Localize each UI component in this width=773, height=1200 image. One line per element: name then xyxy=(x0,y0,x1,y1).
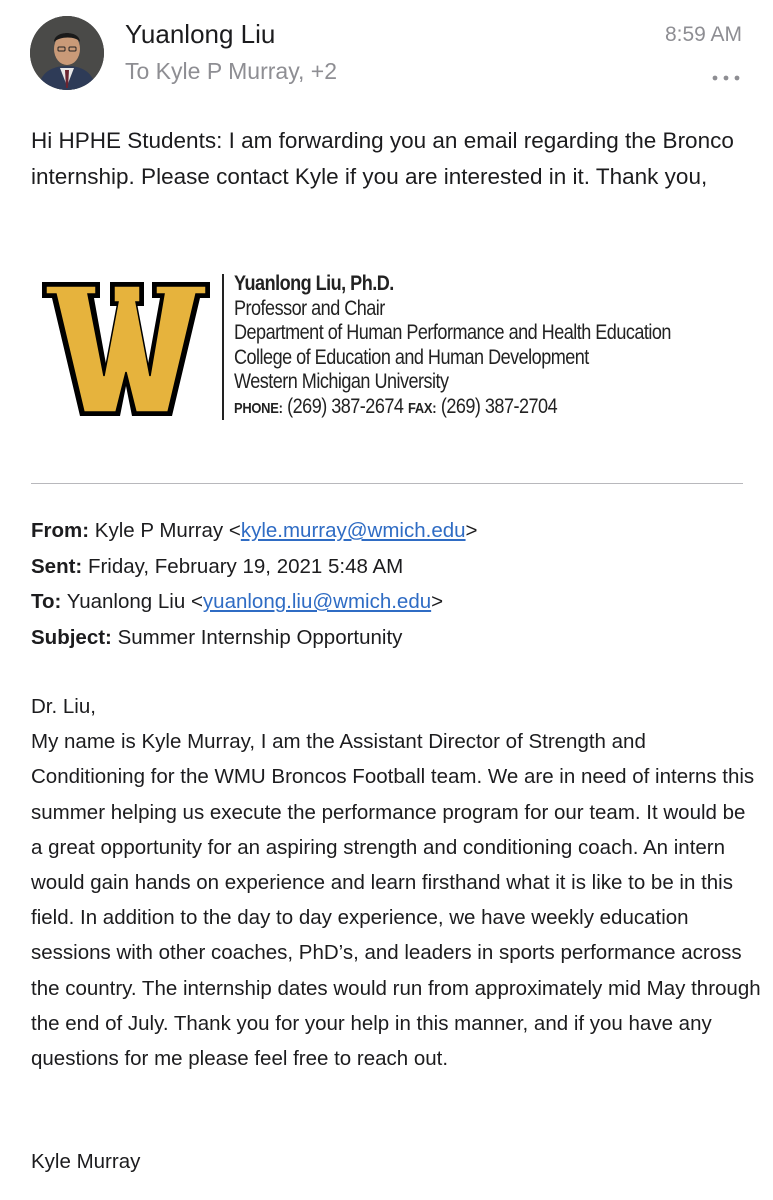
signature-contact xyxy=(234,395,673,422)
recipients-summary[interactable]: To Kyle P Murray, +2 xyxy=(125,58,337,84)
signature-text xyxy=(234,272,673,421)
signature-university: Western Michigan University xyxy=(234,370,449,393)
avatar-photo xyxy=(30,16,104,90)
to-label: To: xyxy=(31,590,62,613)
sender-avatar[interactable] xyxy=(30,16,104,90)
phone-number[interactable]: (269) 387-2674 xyxy=(287,394,404,418)
closing-signature: Kyle Murray xyxy=(31,1150,141,1173)
sent-line xyxy=(31,549,746,585)
signature-title: Professor and Chair xyxy=(234,296,385,320)
to-line: To: Yuanlong Liu <yuanlong.liu@wmich.edu> xyxy=(31,590,444,613)
wmu-w-logo xyxy=(40,276,212,420)
signature-name: Yuanlong Liu, Ph.D. xyxy=(234,272,394,295)
message-time: 8:59 AM xyxy=(664,23,742,46)
to-email-link[interactable]: yuanlong.liu@wmich.edu xyxy=(202,590,432,613)
from-line: From: Kyle P Murray <kyle.murray@wmich.edu> xyxy=(31,519,478,542)
fax-label: FAX: xyxy=(407,399,437,417)
message-header xyxy=(0,0,773,110)
from-name: Kyle P Murray xyxy=(94,519,224,542)
sent-label: Sent: xyxy=(31,554,83,578)
from-label: From: xyxy=(31,519,90,542)
forwarded-header xyxy=(31,513,746,655)
ellipsis-icon xyxy=(711,74,741,82)
sender-name[interactable]: Yuanlong Liu xyxy=(125,19,276,49)
phone-label: PHONE: xyxy=(234,399,283,417)
forwarded-body xyxy=(31,689,761,1076)
body-paragraph: My name is Kyle Murray, I am the Assistant Director of Strength and Conditioning for the WMU Broncos Football team. We are in need of interns this summer helping us execute the performance program for our team. It would be a great opportunity for an aspiring strength and conditioning coach. An intern would gain hands on experience and learn firsthand what it is like to be in this field. In addition to the day to day experience, we have weekly education sessions with other coaches, PhD’s, and leaders in sports performance across the country. The internship dates would run from approximately mid May through the end of July. Thank you for your help in this manner, and if you have any questions for me please feel free to reach out. xyxy=(31,730,761,1071)
subject-label: Subject: xyxy=(31,625,112,649)
more-icon[interactable] xyxy=(711,62,741,88)
forward-divider xyxy=(31,483,743,484)
subject-line xyxy=(31,620,746,656)
signature-college: College of Education and Human Development xyxy=(234,345,589,369)
sent-value: Friday, February 19, 2021 5:48 AM xyxy=(87,554,404,578)
from-email-link[interactable]: kyle.murray@wmich.edu xyxy=(240,519,466,542)
fax-number: (269) 387-2704 xyxy=(440,394,558,418)
subject-value: Summer Internship Opportunity xyxy=(117,625,403,649)
signature-department: Department of Human Performance and Health Education xyxy=(234,321,671,344)
signature-divider xyxy=(222,274,224,420)
greeting: Dr. Liu, xyxy=(31,695,96,718)
intro-message: Hi HPHE Students: I am forwarding you an email regarding the Bronco internship. Please contact Kyle if you are interested in it. Thank you, xyxy=(31,128,734,189)
email-signature xyxy=(40,272,740,432)
to-name: Yuanlong Liu xyxy=(66,590,186,613)
